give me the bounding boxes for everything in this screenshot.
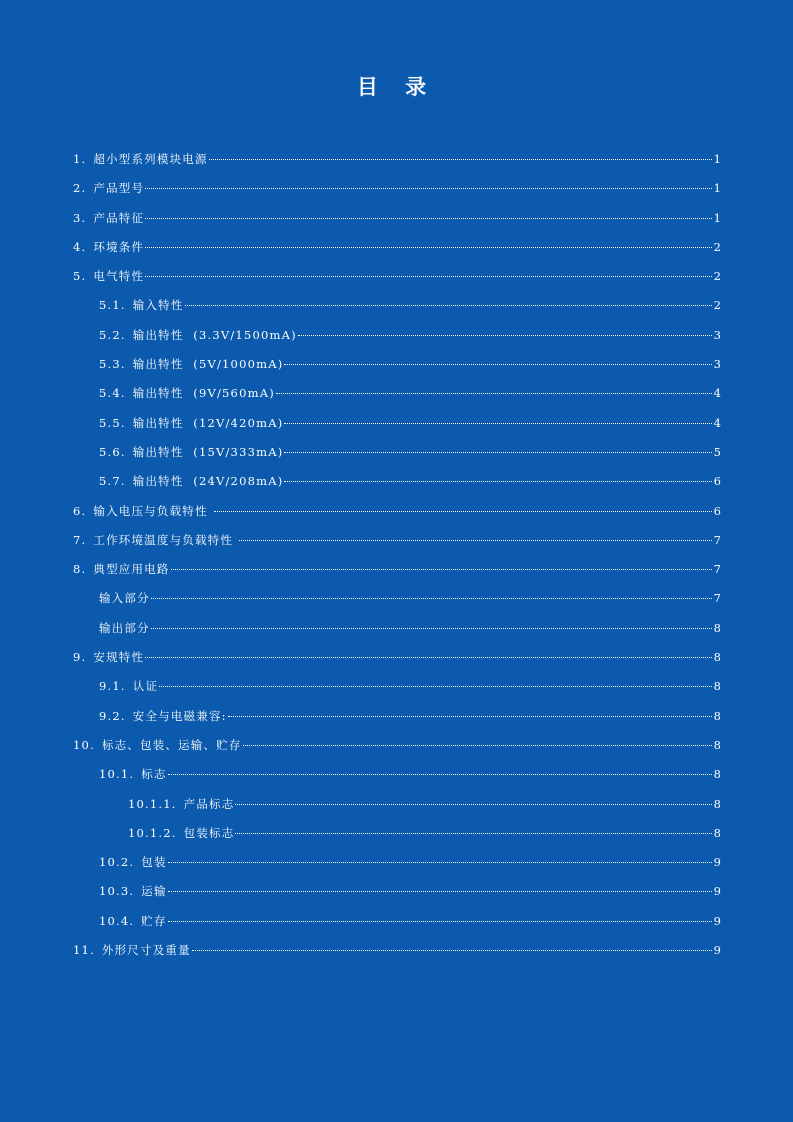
toc-entry[interactable] [73,762,721,791]
toc-entry-number: 4. [73,239,87,254]
toc-entry[interactable] [73,733,721,762]
toc-entry[interactable] [73,674,721,703]
toc-entry-number: 5. [73,269,87,284]
toc-entry[interactable] [73,792,721,821]
toc-entry-number: 5.4. [99,386,126,401]
toc-dot-leader [145,247,712,248]
page-title: 目 录 [356,75,437,99]
toc-entry-page-number: 8 [713,679,721,694]
toc-entry-title: 输入电压与负载特性 [93,503,213,518]
toc-entry[interactable] [73,909,721,938]
toc-dot-leader [145,276,712,277]
toc-entry[interactable] [73,557,721,586]
toc-entry-title: 工作环境温度与负载特性 [93,532,238,547]
toc-dot-leader [239,540,712,541]
toc-entry[interactable] [73,645,721,674]
toc-dot-leader [228,716,712,717]
toc-entry[interactable] [73,147,721,176]
toc-entry-number: 8. [73,562,87,577]
toc-entry-title: 产品型号 [93,181,145,196]
toc-entry-page-number: 8 [713,708,721,723]
toc-entry-number: 1. [73,152,87,166]
toc-entry-title: 输入部分 [99,591,150,606]
toc-dot-leader [145,218,712,219]
toc-entry-number: 9.2. [99,708,126,723]
toc-dot-leader [168,862,712,863]
toc-entry-page-number: 8 [713,767,721,782]
toc-entry-page-number: 9 [713,884,721,899]
toc-entry[interactable] [73,264,721,293]
toc-entry-number: 5.2. [99,327,126,342]
toc-entry-title: 标志 [141,767,167,782]
toc-entry-page-number: 7 [713,532,721,547]
toc-entry-title: 安规特性 [93,650,145,665]
toc-entry-number: 5.6. [99,444,126,459]
toc-entry-title: 输出部分 [99,620,150,635]
toc-entry-page-number: 4 [713,415,721,430]
toc-dot-leader [214,511,712,512]
toc-dot-leader [284,423,712,424]
toc-entry[interactable] [73,850,721,879]
toc-entry-page-number: 6 [713,474,721,489]
toc-dot-leader [276,393,712,394]
toc-entry-title: 输出特性 (15V/333mA) [132,444,284,459]
table-of-contents [73,147,721,967]
toc-entry-page-number: 8 [713,620,721,635]
toc-entry-page-number: 5 [713,444,721,459]
toc-dot-leader [235,833,712,834]
toc-entry-page-number: 1 [713,181,721,196]
toc-entry-number: 6. [73,503,87,518]
toc-entry[interactable] [73,616,721,645]
toc-dot-leader [151,628,712,629]
toc-dot-leader [168,774,712,775]
toc-entry-number: 10.1.1. [128,796,177,811]
toc-entry-page-number: 4 [713,386,721,401]
toc-entry-number: 10. [73,737,95,752]
toc-dot-leader [168,921,712,922]
toc-entry-page-number: 9 [713,943,721,958]
toc-entry-number: 3. [73,210,87,225]
toc-entry-page-number: 8 [713,650,721,665]
toc-dot-leader [145,657,712,658]
toc-entry[interactable] [73,586,721,615]
toc-entry-page-number: 3 [713,357,721,372]
toc-entry[interactable] [73,938,721,967]
toc-entry[interactable] [73,323,721,352]
toc-entry-page-number: 9 [713,855,721,870]
toc-entry-number: 10.3. [99,884,135,899]
toc-entry-title: 运输 [141,884,167,899]
toc-entry-page-number: 1 [713,210,721,225]
toc-entry[interactable] [73,176,721,205]
toc-entry-title: 输入特性 [132,298,184,313]
toc-entry-page-number: 2 [713,269,721,284]
toc-dot-leader [209,159,712,160]
toc-entry[interactable] [73,704,721,733]
toc-entry[interactable] [73,381,721,410]
toc-entry-title: 产品标志 [183,796,235,811]
toc-entry-title: 输出特性 (5V/1000mA) [132,357,284,372]
toc-entry[interactable] [73,499,721,528]
toc-dot-leader [151,598,712,599]
toc-dot-leader [159,686,712,687]
toc-entry[interactable] [73,206,721,235]
toc-dot-leader [171,569,712,570]
toc-dot-leader [168,891,712,892]
toc-entry-number: 5.1. [99,298,126,313]
toc-entry-title: 安全与电磁兼容: [132,708,227,723]
toc-entry[interactable] [73,440,721,469]
toc-entry-number: 7. [73,532,87,547]
toc-entry-number: 5.5. [99,415,126,430]
toc-entry-title: 输出特性 (12V/420mA) [132,415,284,430]
toc-entry-page-number: 8 [713,796,721,811]
toc-entry-title: 环境条件 [93,239,145,254]
toc-entry-page-number: 2 [713,298,721,313]
toc-dot-leader [284,452,712,453]
toc-entry[interactable] [73,469,721,498]
toc-entry-page-number: 9 [713,913,721,928]
toc-dot-leader [298,335,712,336]
toc-entry-number: 9. [73,650,87,665]
toc-entry-page-number: 1 [713,152,721,166]
toc-entry-page-number: 7 [713,562,721,577]
toc-dot-leader [243,745,712,746]
toc-dot-leader [145,188,712,189]
toc-entry-number: 10.1. [99,767,135,782]
toc-entry[interactable] [73,411,721,440]
toc-entry-title: 输出特性 (9V/560mA) [132,386,275,401]
toc-entry-number: 11. [73,943,95,958]
toc-entry-number: 10.4. [99,913,135,928]
toc-entry-page-number: 7 [713,591,721,606]
toc-entry-title: 典型应用电路 [93,562,170,577]
toc-entry[interactable] [73,528,721,557]
toc-entry-title: 产品特征 [93,210,145,225]
toc-entry-title: 认证 [132,679,159,694]
toc-entry-number: 5.7. [99,474,126,489]
toc-entry-page-number: 3 [713,327,721,342]
toc-entry-number: 5.3. [99,357,126,372]
toc-dot-leader [192,950,712,951]
toc-entry-page-number: 8 [713,737,721,752]
toc-entry-title: 电气特性 [93,269,145,284]
toc-entry[interactable] [73,879,721,908]
toc-entry[interactable] [73,235,721,264]
toc-entry-page-number: 6 [713,503,721,518]
toc-dot-leader [284,364,712,365]
toc-entry-title: 外形尺寸及重量 [101,943,191,958]
toc-dot-leader [235,804,712,805]
toc-entry[interactable] [73,821,721,850]
toc-entry-title: 包装标志 [183,825,235,840]
toc-entry-number: 9.1. [99,679,126,694]
toc-entry-title: 包装 [141,855,167,870]
toc-entry-page-number: 8 [713,825,721,840]
toc-dot-leader [284,481,712,482]
toc-entry-title: 超小型系列模块电源 [93,152,208,166]
toc-entry-title: 标志、包装、运输、贮存 [101,737,242,752]
toc-entry-page-number: 2 [713,239,721,254]
toc-entry[interactable] [73,293,721,322]
toc-entry-title: 输出特性 (3.3V/1500mA) [132,327,297,342]
toc-dot-leader [185,305,712,306]
toc-entry-number: 10.1.2. [128,825,177,840]
toc-entry-number: 2. [73,181,87,196]
toc-entry-number: 10.2. [99,855,135,870]
toc-entry[interactable] [73,352,721,381]
toc-entry-title: 贮存 [141,913,167,928]
toc-entry-title: 输出特性 (24V/208mA) [132,474,284,489]
